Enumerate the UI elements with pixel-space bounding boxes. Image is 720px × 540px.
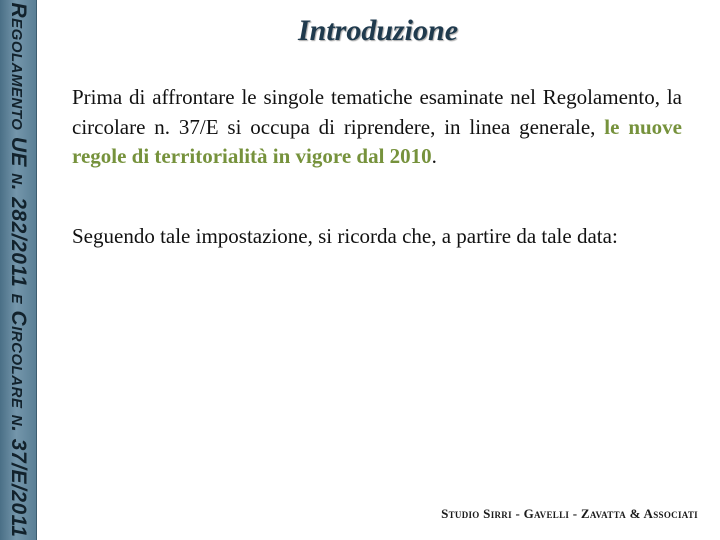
paragraph-intro [72,83,682,172]
vertical-sidebar [0,0,37,540]
paragraph-intro-lead: Prima di affrontare le singole tematiche esaminate nel Regolamento, la circolare n. 37/E si occupa di riprendere, in linea generale, [72,85,682,139]
highlighted-phrase: le nuove regole di territorialità in vigore dal 2010 [72,114,682,168]
sidebar-title: Regolamento UE n. 282/2011 e Circolare n. 37/E/2011 [7,2,30,538]
slide-title: Introduzione [297,14,459,47]
footer-firm-name: Studio Sirri - Gavelli - Zavatta & Associati [441,506,698,521]
paragraph-followup: Seguendo tale impostazione, si ricorda che, a partire da tale data: [72,224,618,248]
paragraph-intro-end: . [431,144,437,168]
